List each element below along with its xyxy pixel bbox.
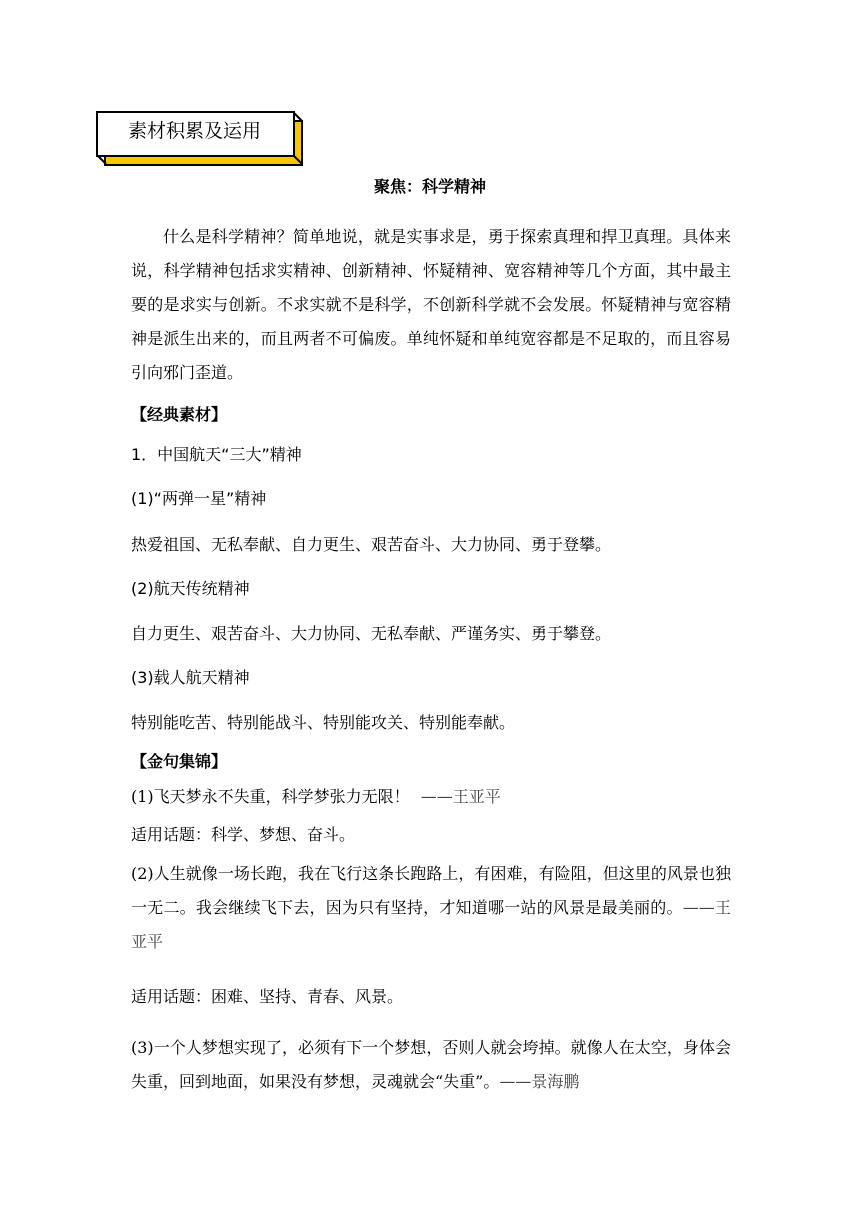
subsection-content-2: 自力更生、艰苦奋斗、大力协同、无私奉献、严谨务实、勇于攀登。	[131, 624, 612, 643]
intro-paragraph-text: 什么是科学精神？简单地说，就是实事求是，勇于探索真理和捍卫真理。具体来说，科学精神包括求实精神、创新精神、怀疑精神、宽容精神等几个方面，其中最主要的是求实与创新。不求实就不是科学，不创新科学就不会发展。怀疑精神与宽容精神是派生出来的，而且两者不可偏废。单纯怀疑和单纯宽容都是不足取的，而且容易引向邪门歪道。	[131, 227, 731, 382]
subsection-content-1: 热爱祖国、无私奉献、自力更生、艰苦奋斗、大力协同、勇于登攀。	[131, 535, 612, 554]
quote-3	[131, 1031, 731, 1099]
quote-1-author: ——王亚平	[420, 787, 501, 806]
focus-heading-text: 聚焦：科学精神	[373, 177, 486, 196]
intro-paragraph	[131, 220, 731, 390]
subsection-heading-1: (1)“两弹一星”精神	[131, 489, 267, 508]
quote-2-topics: 适用话题：困难、坚持、青春、风景。	[131, 987, 404, 1006]
classic-section-heading: 【经典素材】	[131, 405, 228, 424]
section-title-box	[96, 111, 306, 167]
quote-1	[131, 784, 501, 807]
quote-1-topics: 适用话题：科学、梦想、奋斗。	[131, 825, 356, 844]
subsection-heading-3: (3)载人航天精神	[131, 668, 250, 687]
focus-heading	[0, 174, 860, 197]
quotes-section-heading: 【金句集锦】	[131, 752, 228, 771]
quote-2-author: ——王亚平	[131, 898, 731, 951]
section-title: 素材积累及运用	[96, 111, 295, 157]
classic-item-title: 1．中国航天“三大”精神	[131, 445, 302, 464]
subsection-content-3: 特别能吃苦、特别能战斗、特别能攻关、特别能奉献。	[131, 713, 516, 732]
quote-1-text: (1)飞天梦永不失重，科学梦张力无限！	[131, 787, 410, 806]
subsection-heading-2: (2)航天传统精神	[131, 579, 250, 598]
quote-3-text: (3)一个人梦想实现了，必须有下一个梦想，否则人就会垮掉。就像人在太空，身体会失重，回到地面，如果没有梦想，灵魂就会“失重”。	[131, 1038, 731, 1091]
quote-2	[131, 857, 731, 959]
quote-3-author: ——景海鹏	[499, 1072, 580, 1091]
quote-2-text: (2)人生就像一场长跑，我在飞行这条长跑路上，有困难，有险阻，但这里的风景也独一无二。我会继续飞下去，因为只有坚持，才知道哪一站的风景是最美丽的。	[131, 864, 731, 917]
